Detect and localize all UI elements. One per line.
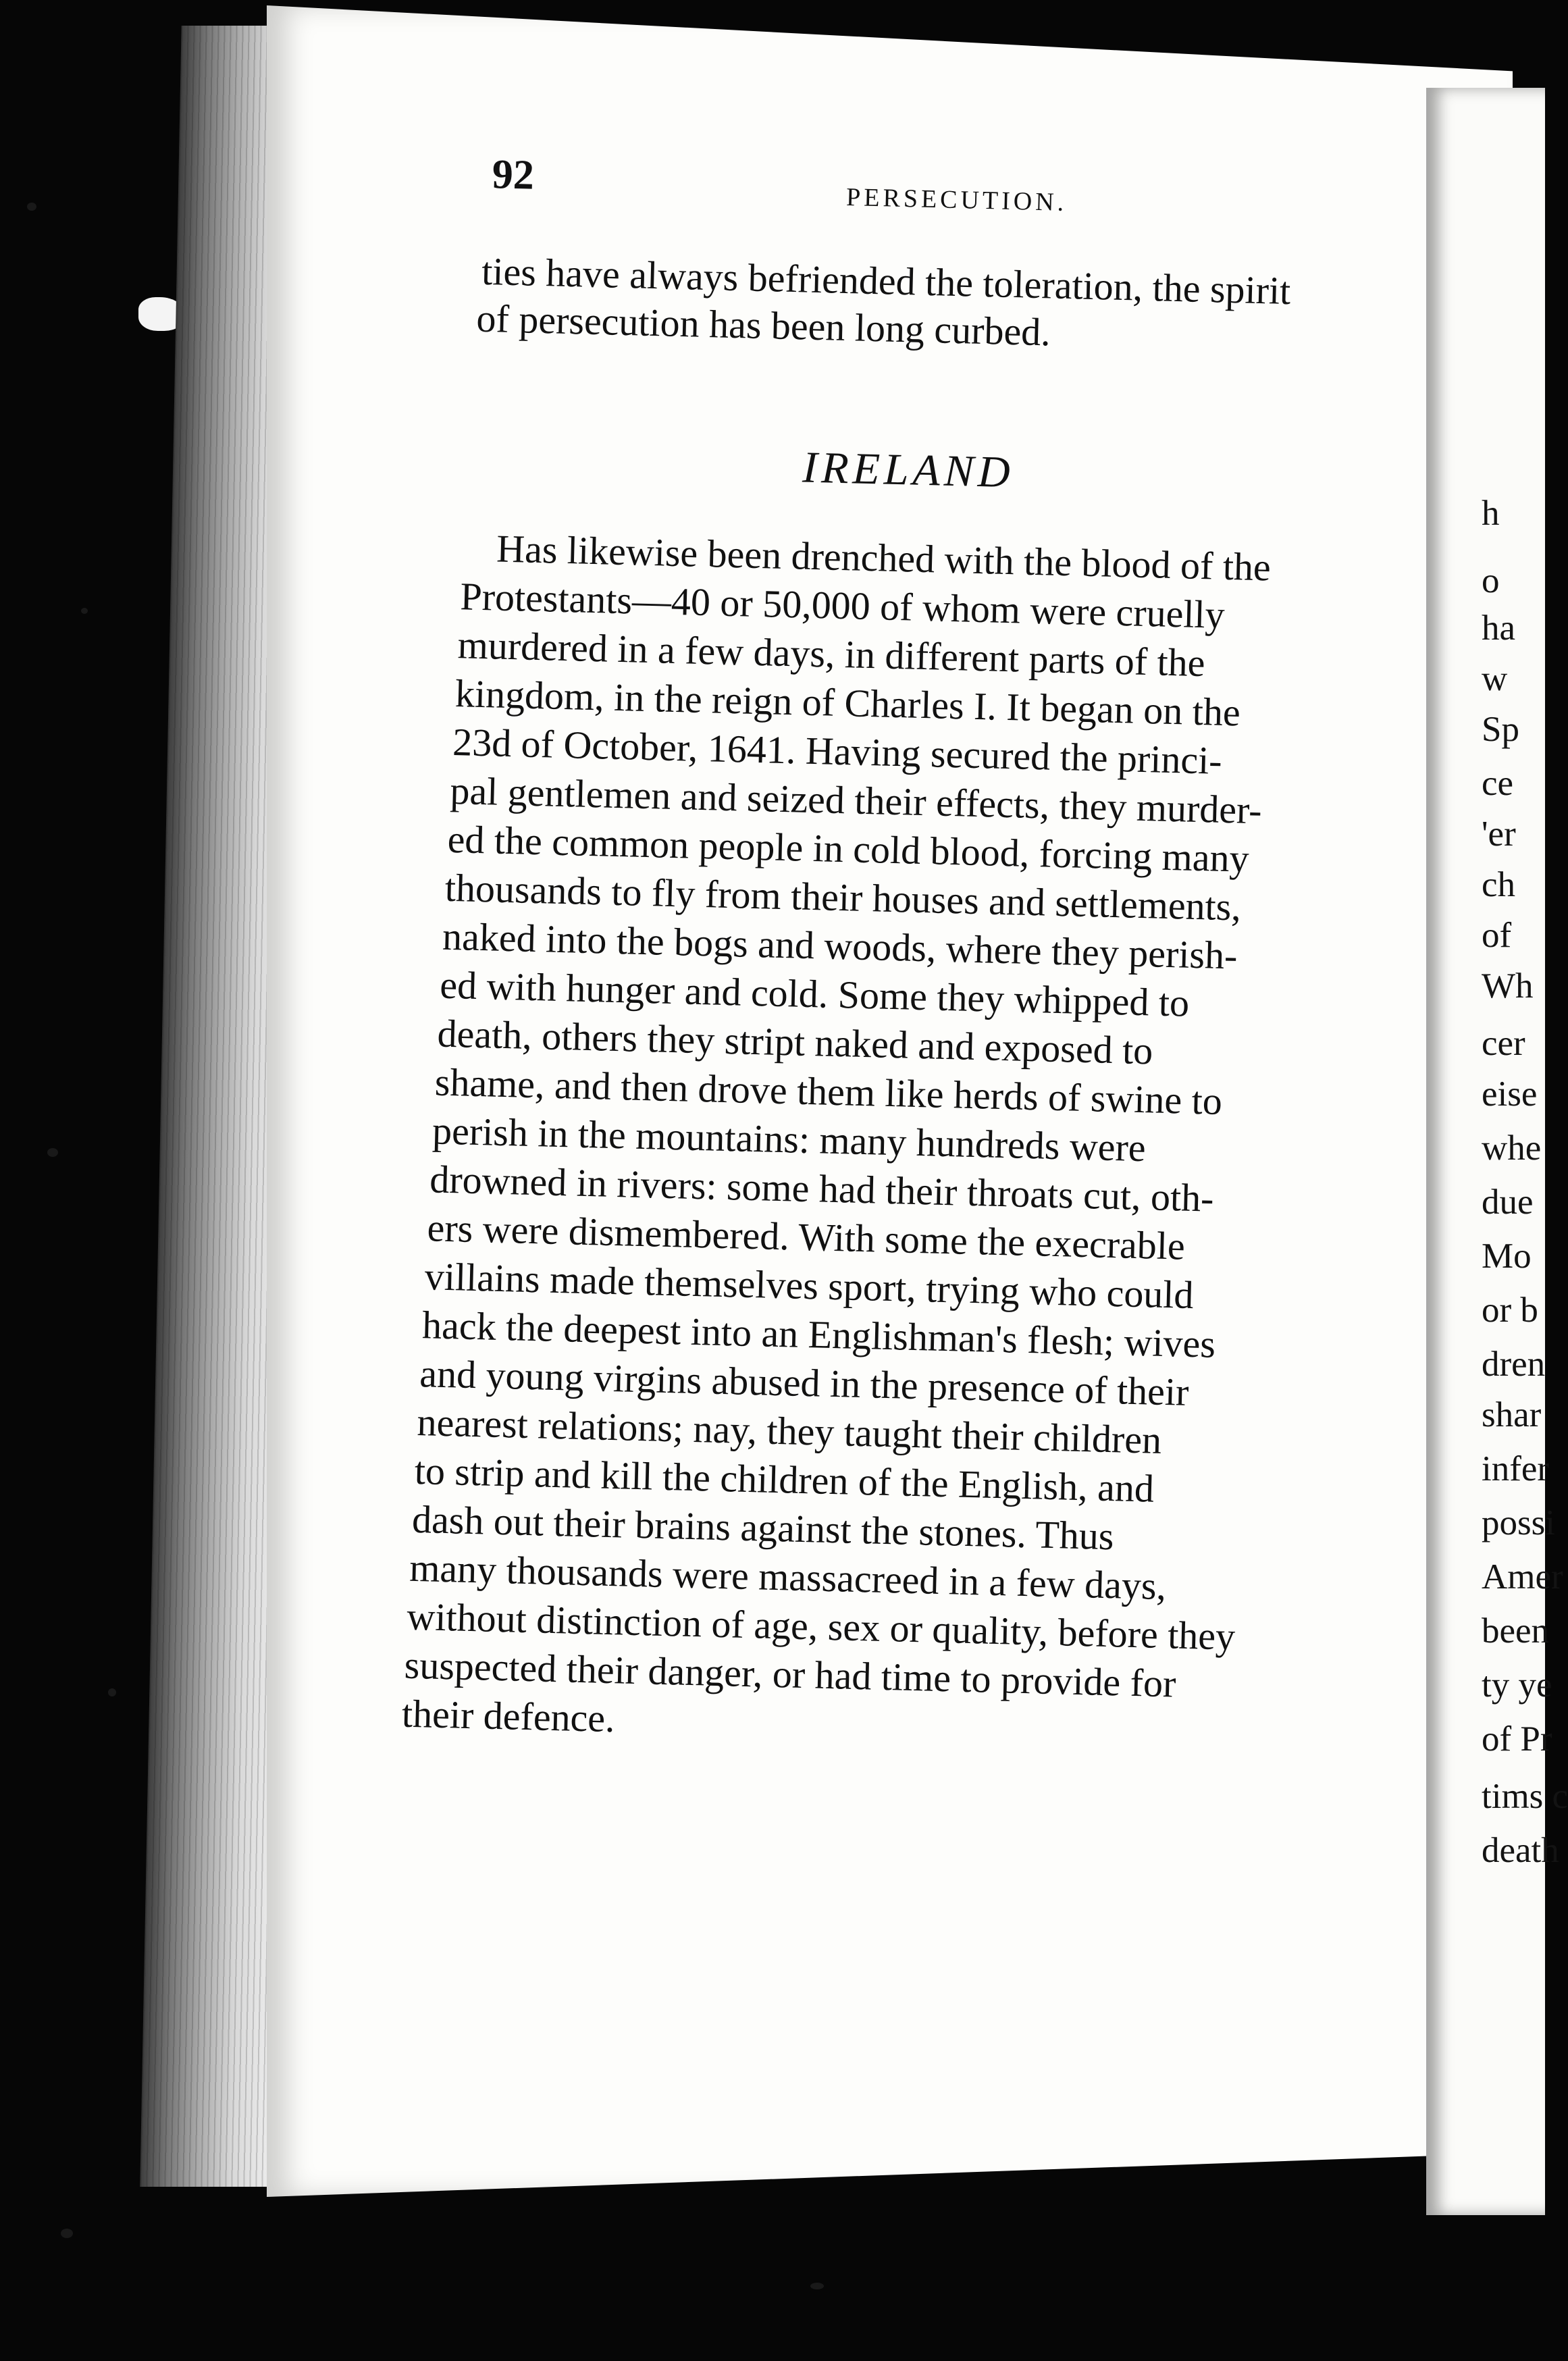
running-head: PERSECUTION.: [845, 182, 1068, 217]
body-line: dash out their brains against the stones. Thus: [411, 1497, 1115, 1559]
facing-line: ha: [1482, 608, 1516, 648]
body-line: thousands to fly from their houses and settlements,: [444, 865, 1242, 929]
facing-line: ce: [1482, 764, 1514, 803]
body-line: 23d of October, 1641. Having secured the princi-: [452, 719, 1223, 783]
body-line: ed the common people in cold blood, forcing many: [447, 816, 1250, 881]
facing-line: Mo: [1482, 1237, 1532, 1276]
facing-line: or b: [1482, 1291, 1538, 1330]
facing-line: tims c: [1482, 1777, 1568, 1816]
facing-page-fragment: [1426, 88, 1568, 2215]
body-line: many thousands were massacreed in a few days,: [409, 1545, 1167, 1609]
scan-speck: [81, 608, 88, 614]
facing-line: been: [1482, 1611, 1550, 1651]
body-line: suspected their danger, or had time to provide for: [404, 1642, 1177, 1706]
facing-line: possi: [1482, 1503, 1555, 1542]
facing-line: Sp: [1482, 710, 1519, 749]
body-line: Protestants—40 or 50,000 of whom were cruelly: [459, 574, 1226, 637]
facing-line: of Pr: [1482, 1719, 1552, 1759]
body-line: hack the deepest into an Englishman's flesh; wives: [421, 1303, 1216, 1366]
body-line: drowned in rivers: some had their throats cut, oth-: [429, 1157, 1215, 1220]
body-line: to strip and kill the children of the English, and: [414, 1448, 1155, 1511]
body-line: ed with hunger and cold. Some they whipped to: [439, 962, 1190, 1025]
body-line: pal gentlemen and seized their effects, they murder-: [449, 768, 1263, 833]
body-line: nearest relations; nay, they taught their children: [416, 1400, 1162, 1462]
body-line: kingdom, in the reign of Charles I. It began on the: [454, 671, 1241, 735]
body-line: ers were dismembered. With some the execrable: [426, 1205, 1186, 1268]
body-line: without distinction of age, sex or quality, before they: [406, 1594, 1236, 1659]
facing-line: whe: [1482, 1128, 1542, 1168]
facing-line: death: [1482, 1831, 1559, 1870]
scan-speck: [61, 2229, 73, 2238]
facing-line: eise: [1482, 1074, 1538, 1114]
scan-speck: [27, 203, 36, 211]
body-line: death, others they stript naked and exposed to: [436, 1011, 1154, 1073]
body-line: murdered in a few days, in different parts of the: [457, 623, 1206, 685]
page-number: 92: [492, 151, 535, 199]
facing-line: of: [1482, 916, 1512, 955]
facing-line: infer: [1482, 1449, 1550, 1488]
facing-line: cer: [1482, 1024, 1525, 1063]
continuation-line: ties have always befriended the toleration, the spirit: [481, 249, 1292, 313]
body-line: naked into the bogs and woods, where they perish-: [442, 914, 1238, 978]
body-line: Has likewise been drenched with the blood of the: [496, 526, 1272, 590]
scan-speck: [47, 1148, 58, 1157]
scan-speck: [810, 2283, 824, 2289]
facing-line: Wh: [1482, 966, 1534, 1006]
facing-line: h: [1482, 494, 1500, 533]
facing-line: 'er: [1482, 814, 1516, 854]
facing-line: dren: [1482, 1345, 1546, 1384]
section-heading: IRELAND: [802, 442, 1015, 498]
facing-line: due: [1482, 1183, 1534, 1222]
scan-speck: [108, 1688, 116, 1696]
body-line: their defence.: [401, 1691, 616, 1741]
facing-line: ty ye: [1482, 1665, 1552, 1705]
facing-line: w: [1482, 659, 1508, 698]
body-line: villains made themselves sport, trying who could: [424, 1254, 1195, 1318]
facing-line: ch: [1482, 865, 1516, 904]
facing-line: o: [1482, 561, 1500, 600]
continuation-line: of persecution has been long curbed.: [475, 296, 1051, 355]
body-line: shame, and then drove them like herds of swine to: [434, 1060, 1223, 1123]
body-line: and young virgins abused in the presence of their: [419, 1351, 1190, 1414]
facing-line: Amer: [1482, 1557, 1563, 1597]
body-line: perish in the mountains: many hundreds were: [432, 1108, 1147, 1170]
facing-line: shar: [1482, 1395, 1542, 1434]
